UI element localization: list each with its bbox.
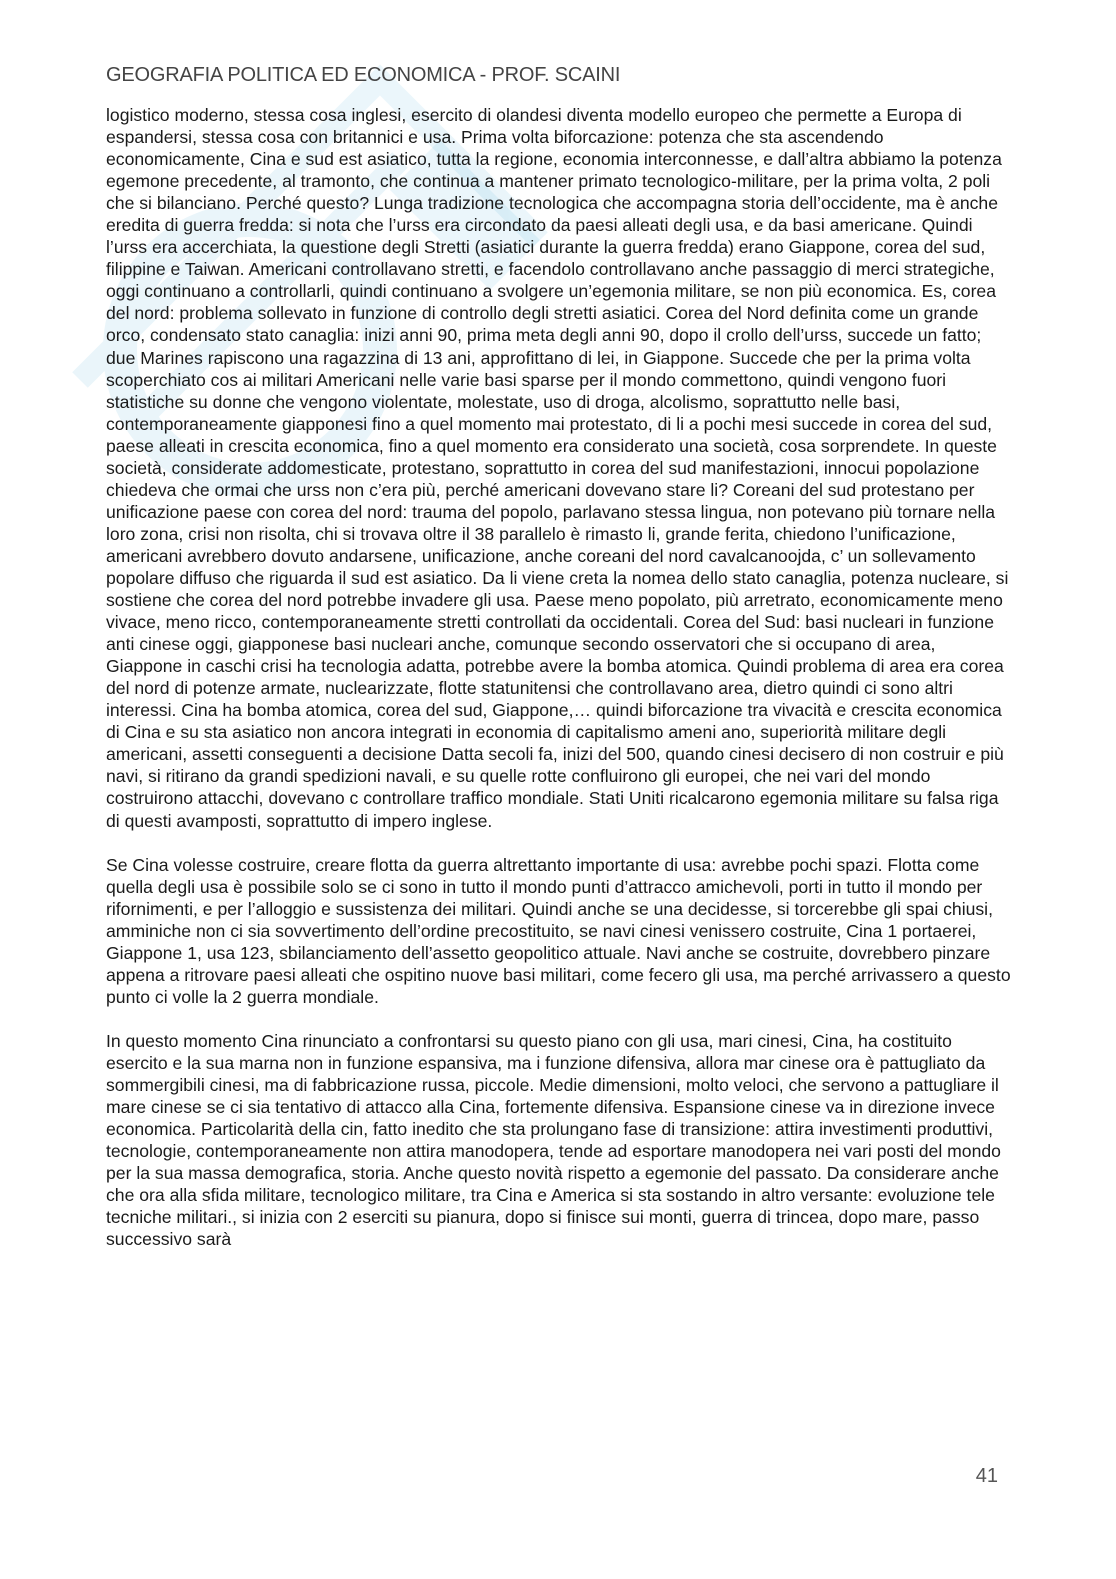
paragraph: logistico moderno, stessa cosa inglesi, esercito di olandesi diventa modello europeo che permette a Europa di espandersi, stessa cosa con britannici e usa. Prima volta biforcazione: potenza che sta ascendendo economicamente, Cina e sud est asiatico, tutta la regione, economia interconnesse, e dall’altra abbiamo la potenza egemone precedente, al tramonto, che continua a mantener primato tecnologico-militare, per la prima volta, 2 poli che si bilanciano. Perché questo? Lunga tradizione tecnologica che accompagna storia dell’occidente, ma è anche eredita di guerra fredda: si nota che l’urss era circondato da paesi alleati degli usa, e da basi americane. Quindi l’urss era accerchiata, la questione degli Stretti (asiatici durante la guerra fredda) erano Giappone, corea del sud, filippine e Taiwan. Americani controllavano stretti, e facendolo controllavano anche passaggio di merci strategiche, oggi continuano a controllarli, quindi continuano a svolgere un’egemonia militare, se non più economica. Es, corea del nord: problema sollevato in funzione di controllo degli stretti asiatici. Corea del Nord definita come un grande orco, condensato stato canaglia: inizi anni 90, prima meta degli anni 90, dopo il crollo dell’urss, succede un fatto; due Marines rapiscono una ragazzina di 13 ani, approfittano di lei, in Giappone. Succede che per la prima volta scoperchiato cos ai militari Americani nelle varie basi sparse per il mondo commettono, quindi vengono fuori statistiche su donne che vengono violentate, molestate, uso di droga, alcolismo, soprattutto nelle basi, contemporaneamente giapponesi fino a quel momento mai protestato, di li a pochi mesi succede in corea del sud, paese alleati in crescita economica, fino a quel momento era considerato una società, cosa sorprendete. In queste società, considerate addomesticate, protestano, soprattutto in corea del sud manifestazioni, innocui popolazione chiedeva che ormai che urss non c’era più, perché americani dovevano stare li? Coreani del sud protestano per unificazione paese con corea del nord: trauma del popolo, parlavano stessa lingua, non potevano più tornare nella loro zona, crisi non risolta, chi si trovava oltre il 38 parallelo è rimasto li, grande ferita, chiedono l’unificazione, americani avrebbero dovuto andarsene, unificazione, anche coreani del nord cavalcanoojda, c’ un sollevamento popolare diffuso che riguarda il sud est asiatico. Da li viene creta la nomea dello stato canaglia, potenza nucleare, si sostiene che corea del nord potrebbe invadere gli usa. Paese meno popolato, più arretrato, economicamente meno vivace, meno ricco, contemporaneamente stretti controllati da occidentali. Corea del Sud: basi nucleari in funzione anti cinese oggi, giapponese basi nucleari anche, comunque secondo osservatori che si occupano di area, Giappone in caschi crisi ha tecnologia adatta, potrebbe avere la bomba atomica. Quindi problema di area era corea del nord di potenze armate, nuclearizzate, flotte statunitensi che controllavano area, dietro quindi ci sono altri interessi. Cina ha bomba atomica, corea del sud, Giappone,… quindi biforcazione tra vivacità e crescita economica di Cina e su sta asiatico non ancora integrati in economia di capitalismo ameni ano, superiorità militare degli americani, assetti conseguenti a decisione Datta secoli fa, inizi del 500, quando cinesi decisero di non costruir e più navi, si ritirano da grandi spedizioni navali, e su quelle rotte confluirono gli europei, che nei vari del mondo costruirono attacchi, dovevano c controllare traffico mondiale. Stati Uniti ricalcarono egemonia militare su falsa riga di questi avamposti, soprattutto di impero inglese. (106, 105, 1009, 831)
running-header: GEOGRAFIA POLITICA ED ECONOMICA - PROF. SCAINI (106, 64, 621, 86)
page-number: 41 (975, 1465, 998, 1487)
paragraph: Se Cina volesse costruire, creare flotta da guerra altrettanto importante di usa: avrebbe pochi spazi. Flotta come quella degli usa è possibile solo se ci sono in tutto il mondo punti d’attracco amichevoli, porti in tutto il mondo per rifornimenti, e per l’alloggio e sussistenza dei militari. Quindi anche se una decidesse, si torcerebbe gli spai chiusi, amminiche non ci sia sovvertimento dell’ordine precostituito, se navi cinesi venissero costruite, Cina 1 portaerei, Giappone 1, usa 123, sbilanciamento dell’assetto geopolitico attuale. Navi anche se costruite, dovrebbero pinzare appena a ritrovare paesi alleati che ospitino nuove basi militari, come fecero gli usa, ma perché arrivassero a questo punto ci volle la 2 guerra mondiale. (106, 854, 1011, 1007)
paragraph: In questo momento Cina rinunciato a confrontarsi su questo piano con gli usa, mari cinesi, Cina, ha costituito esercito e la sua marna non in funzione espansiva, ma i funzione difensiva, allora mar cinese ora è pattugliato da sommergibili cinesi, ma di fabbricazione russa, piccole. Medie dimensioni, molto veloci, che servono a pattugliare il mare cinese se ci sia tentativo di attacco alla Cina, fortemente difensiva. Espansione cinese va in direzione invece economica. Particolarità della cin, fatto inedito che sta prolungano fase di transizione: attira investimenti produttivi, tecnologie, contemporaneamente non attira manodopera, tende ad esportare manodopera nei vari posti del mondo per la sua massa demografica, storia. Anche questo novità rispetto a egemonie del passato. Da considerare anche che ora alla sfida militare, tecnologico militare, tra Cina e America si sta sostando in altro versante: evoluzione tele tecniche militari., si inizia con 2 eserciti su pianura, dopo si finisce sui monti, guerra di trincea, dopo mare, passo successivo sarà (106, 1030, 1001, 1250)
body-text (106, 104, 1014, 1250)
